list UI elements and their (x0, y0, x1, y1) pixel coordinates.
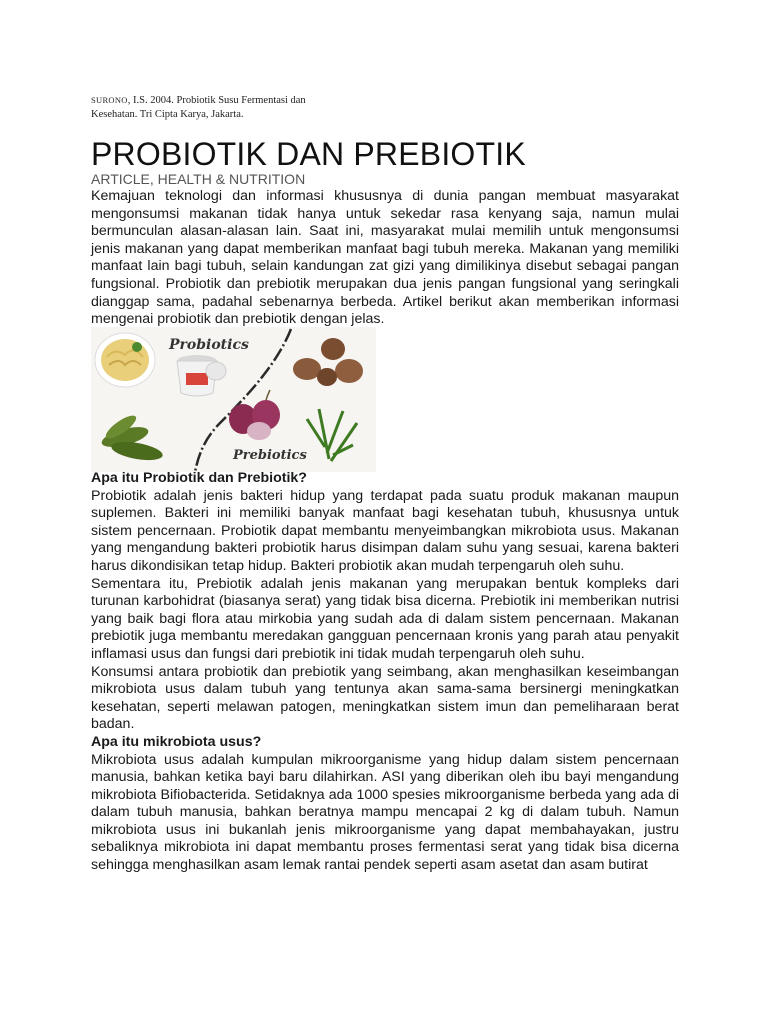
paragraph-konsumsi: Konsumsi antara probiotik dan prebiotik yang seimbang, akan menghasilkan keseimbangan mikrobiota usus dalam tubuh yang tentunya akan sama-sama bersinergi meningkatkan kesehatan, seperti melawan patogen, meningkatkan sistem imun dan pemeliharaan berat badan. (91, 663, 679, 733)
article-title: PROBIOTIK DAN PREBIOTIK (91, 136, 526, 172)
figure-label-probiotics: Probiotics (169, 337, 249, 353)
figure-label-prebiotics: Prebiotics (233, 448, 307, 463)
section-heading-mikrobiota: Apa itu mikrobiota usus? (91, 733, 262, 750)
reference-author: SURONO (91, 95, 128, 105)
article-body (91, 470, 679, 875)
intro-paragraph: Kemajuan teknologi dan informasi khususnya di dunia pangan membuat masyarakat mengonsumsi makanan tidak hanya untuk sekedar rasa kenyang saja, namun mulai bermunculan alasan-alasan lain. Saat ini, masyarakat mulai memilih untuk mengonsumsi jenis makanan yang dapat memberikan manfaat bagi tubuh mereka. Makanan yang memiliki manfaat lain bagi tubuh, selain kandungan zat gizi yang dimilikinya disebut sebagai pangan fungsional. Probiotik dan prebiotik merupakan dua jenis pangan fungsional yang seringkali dianggap sama, padahal sebenarnya berbeda. Artikel berikut akan memberikan informasi mengenai probiotik dan prebiotik dengan jelas. (91, 188, 679, 328)
sauerkraut-bowl-icon (95, 333, 155, 387)
probiotics-prebiotics-image (91, 327, 376, 472)
article-category: ARTICLE, HEALTH & NUTRITION (91, 171, 306, 187)
reference-text: , I.S. 2004. Probiotik Susu Fermentasi dan (127, 95, 306, 106)
bibliography-reference (91, 93, 391, 122)
reference-text-line2: Kesehatan. Tri Cipta Karya, Jakarta. (91, 109, 244, 120)
section-heading-probiotik-prebiotik: Apa itu Probiotik dan Prebiotik? (91, 470, 307, 486)
paragraph-probiotik: Probiotik adalah jenis bakteri hidup yang terdapat pada suatu produk makanan maupun suplemen. Bakteri ini memiliki banyak manfaat bagi kesehatan tubuh, khususnya untuk sistem pencernaan. Probiotik dapat membantu menyeimbangkan mikrobiota usus. Makanan yang mengandung bakteri probiotik harus disimpan dalam suhu yang sesuai, karena bakteri harus dikondisikan tetap hidup. Bakteri probiotik akan mudah terpengaruh oleh suhu. (91, 487, 679, 574)
paragraph-mikrobiota: Mikrobiota usus adalah kumpulan mikroorganisme yang hidup dalam sistem pencernaan manusia, bahkan ketika bayi baru dilahirkan. ASI yang diberikan oleh ibu bayi mengandung mikrobiota Bifiobacterida. Setidaknya ada 1000 spesies mikroorganisme berbeda yang ada di dalam tubuh manusia, bahkan beratnya mampu mencapai 2 kg di dalam tubuh. Namun mikrobiota usus ini bukanlah jenis mikroorganisme yang dapat membahayakan, justru sebaliknya mikrobiota ini dapat membantu proses fermentasi serat yang tidak bisa dicerna sehingga menghasilkan asam lemak rantai pendek seperti asam asetat dan asam butirat (91, 751, 679, 874)
paragraph-prebiotik: Sementara itu, Prebiotik adalah jenis makanan yang merupakan bentuk kompleks dari turunan karbohidrat (biasanya serat) yang tidak bisa dicerna. Prebiotik ini memberikan nutrisi yang baik bagi flora atau mirkobia yang sudah ada di dalam sistem pencernaan. Makanan prebiotik juga membantu meredakan gangguan pencernaan kronis yang parah atau penyakit inflamasi usus dan fungsi dari prebiotik ini tidak mudah terpengaruh oleh suhu. (91, 575, 679, 662)
